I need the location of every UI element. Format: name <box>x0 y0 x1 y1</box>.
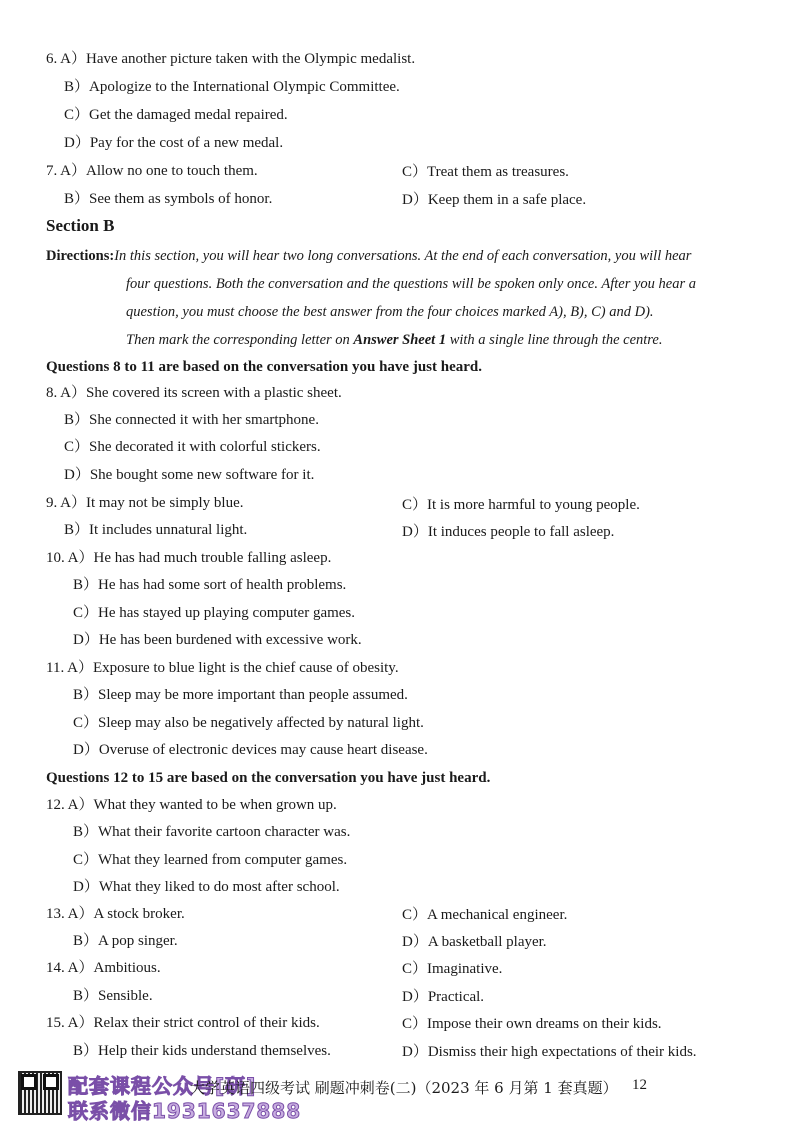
q14-option-d: D）Practical. <box>402 989 485 1005</box>
q15-option-c: C）Impose their own dreams on their kids. <box>402 1016 662 1032</box>
q14-option-c: C）Imaginative. <box>402 961 503 977</box>
watermark-ad-line-2: 联系微信1931637888 <box>68 1099 302 1123</box>
q15-option-d: D）Dismiss their high expectations of their kids. <box>402 1044 697 1060</box>
page-number: 12 <box>632 1077 647 1093</box>
q6-option-c: C）Get the damaged medal repaired. <box>64 107 288 123</box>
q9-option-b: B）It includes unnatural light. <box>64 522 248 538</box>
q7-option-b: B）See them as symbols of honor. <box>64 191 273 207</box>
question-group-heading-2: Questions 12 to 15 are based on the conversation you have just heard. <box>46 770 491 786</box>
directions-line-3: question, you must choose the best answer from the four choices marked A), B), C) and D). <box>126 304 654 320</box>
q6-option-d: D）Pay for the cost of a new medal. <box>64 135 284 151</box>
directions-text-4-post: with a single line through the centre. <box>446 332 663 348</box>
q8-option-c: C）She decorated it with colorful stickers. <box>64 439 321 455</box>
q13-option-d: D）A basketball player. <box>402 934 547 950</box>
q8-option-b: B）She connected it with her smartphone. <box>64 412 319 428</box>
q15-option-a: 15. A）Relax their strict control of their kids. <box>46 1015 320 1031</box>
q12-option-b: B）What their favorite cartoon character was. <box>73 824 351 840</box>
footer-title: 大学英语四级考试 刷题冲刺卷(二)（2023 年 6 月第 1 套真题） <box>190 1079 618 1097</box>
q11-option-b: B）Sleep may be more important than people assumed. <box>73 687 408 703</box>
q12-option-a: 12. A）What they wanted to be when grown up. <box>46 797 337 813</box>
q14-option-a: 14. A）Ambitious. <box>46 960 161 976</box>
q14-option-b: B）Sensible. <box>73 988 153 1004</box>
q7-option-a: 7. A）Allow no one to touch them. <box>46 163 258 179</box>
question-group-heading-1: Questions 8 to 11 are based on the conversation you have just heard. <box>46 359 482 375</box>
q15-option-b: B）Help their kids understand themselves. <box>73 1043 331 1059</box>
watermark-ad-line-1: 配套课程公众号[研] <box>68 1074 257 1098</box>
directions-label: Directions: <box>46 248 115 264</box>
q12-option-c: C）What they learned from computer games. <box>73 852 348 868</box>
q13-option-a: 13. A）A stock broker. <box>46 906 185 922</box>
q8-option-d: D）She bought some new software for it. <box>64 467 315 483</box>
q10-option-a: 10. A）He has had much trouble falling asleep. <box>46 550 332 566</box>
q10-option-b: B）He has had some sort of health problems. <box>73 577 347 593</box>
directions-text-1: In this section, you will hear two long conversations. At the end of each conversation, you will hear <box>114 248 692 264</box>
q13-option-c: C）A mechanical engineer. <box>402 907 568 923</box>
qr-code-icon <box>18 1071 62 1115</box>
q11-option-d: D）Overuse of electronic devices may cause heart disease. <box>73 742 428 758</box>
q8-option-a: 8. A）She covered its screen with a plastic sheet. <box>46 385 342 401</box>
directions-line-4 <box>126 330 662 350</box>
section-heading: Section B <box>46 216 115 235</box>
q9-option-a: 9. A）It may not be simply blue. <box>46 495 244 511</box>
directions-line-1 <box>46 246 691 266</box>
q9-option-c: C）It is more harmful to young people. <box>402 497 640 513</box>
q12-option-d: D）What they liked to do most after school. <box>73 879 340 895</box>
q9-option-d: D）It induces people to fall asleep. <box>402 524 615 540</box>
q6-option-b: B）Apologize to the International Olympic Committee. <box>64 79 400 95</box>
q11-option-a: 11. A）Exposure to blue light is the chief cause of obesity. <box>46 660 399 676</box>
answer-sheet-ref: Answer Sheet 1 <box>353 332 447 348</box>
directions-line-2: four questions. Both the conversation and the questions will be spoken only once. After you hear a <box>126 276 696 292</box>
q13-option-b: B）A pop singer. <box>73 933 178 949</box>
q11-option-c: C）Sleep may also be negatively affected by natural light. <box>73 715 424 731</box>
q10-option-d: D）He has been burdened with excessive work. <box>73 632 362 648</box>
directions-text-4-pre: Then mark the corresponding letter on <box>126 332 354 348</box>
q10-option-c: C）He has stayed up playing computer games. <box>73 605 356 621</box>
q6-option-a: 6. A）Have another picture taken with the Olympic medalist. <box>46 51 416 67</box>
q7-option-c: C）Treat them as treasures. <box>402 164 569 180</box>
q7-option-d: D）Keep them in a safe place. <box>402 192 587 208</box>
